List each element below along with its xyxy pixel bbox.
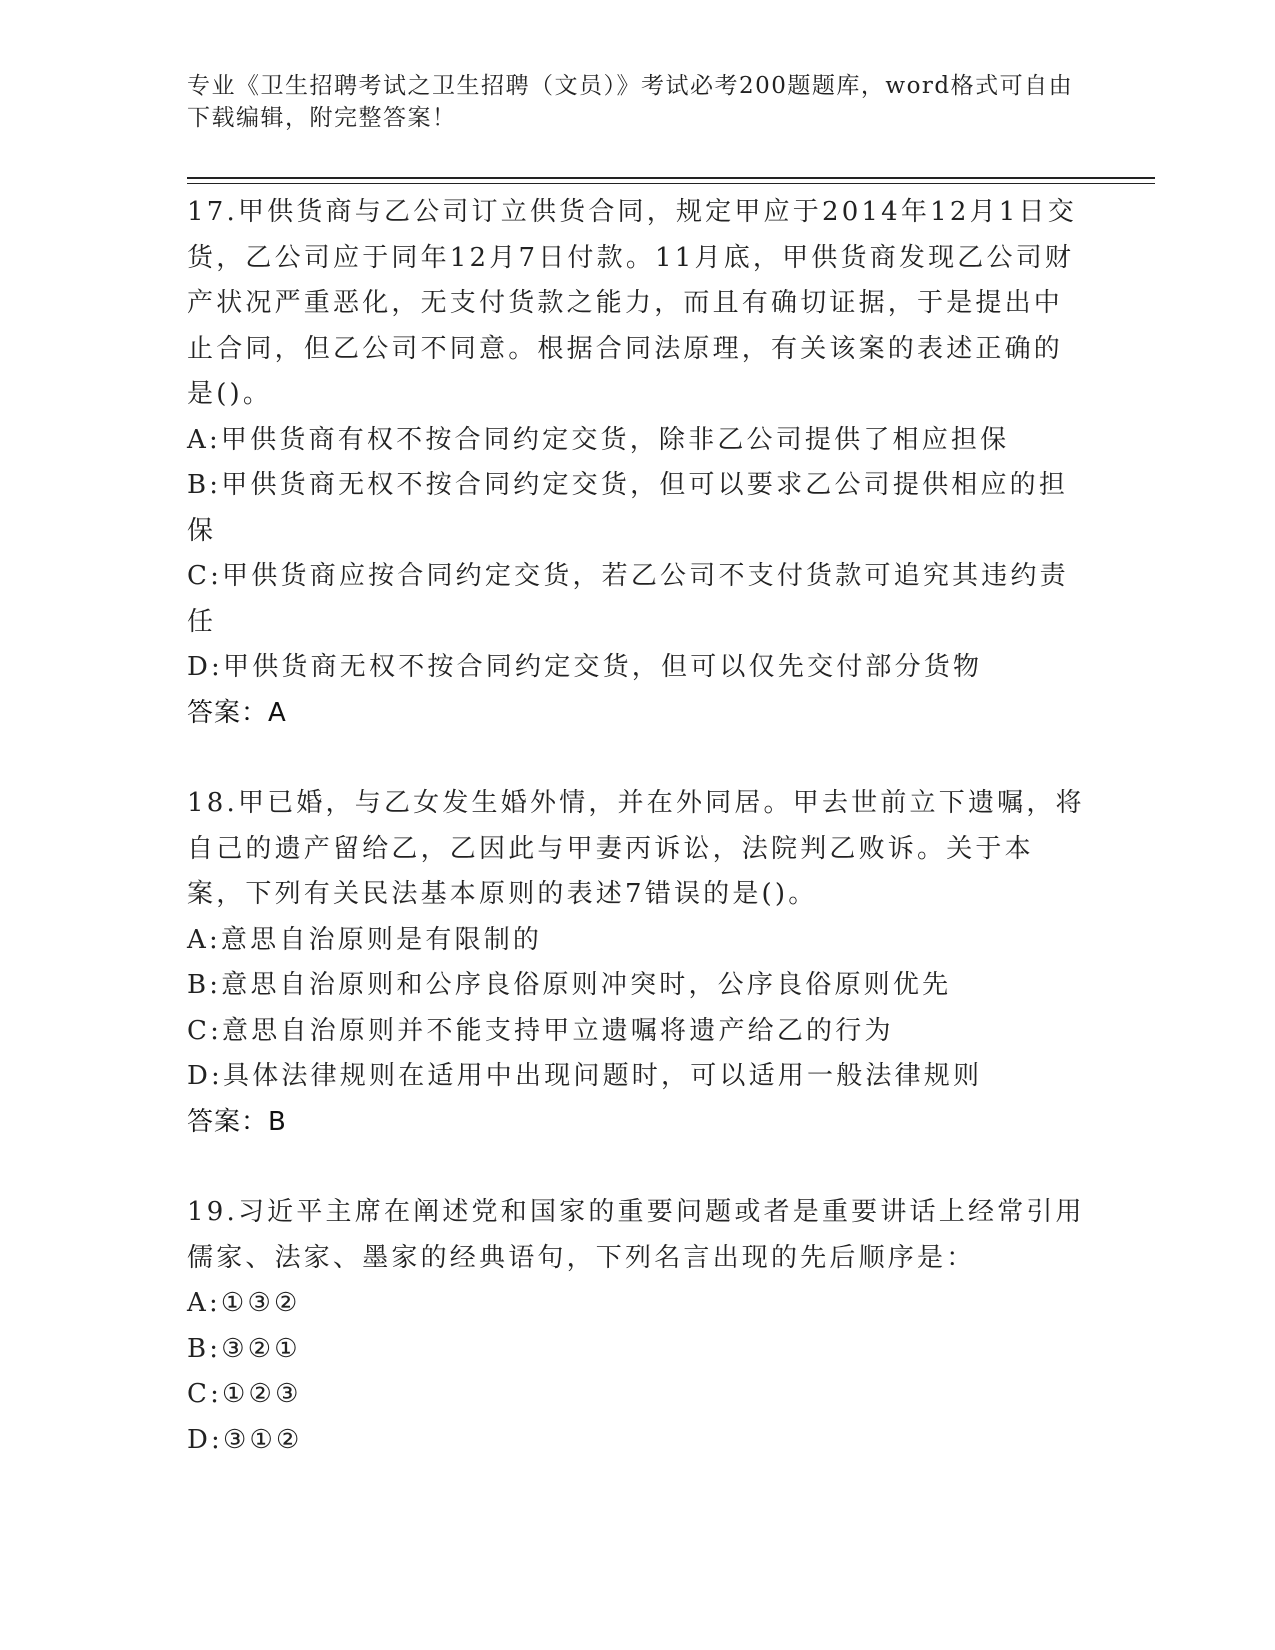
header-rule-thick bbox=[187, 177, 1155, 179]
question-text: 17.甲供货商与乙公司订立供货合同，规定甲应于2014年12月1日交货，乙公司应于同年12月7日付款。11月底，甲供货商发现乙公司财产状况严重恶化，无支付货款之能力，而且有确切证据，于是提出中止合同，但乙公司不同意。根据合同法原理，有关该案的表述正确的是()。 bbox=[187, 197, 1077, 409]
option-b: B:③②① bbox=[187, 1333, 301, 1364]
option-b: B:甲供货商无权不按合同约定交货，但可以要求乙公司提供相应的担保 bbox=[187, 470, 1069, 546]
answer-line: 答案：A bbox=[187, 697, 287, 728]
option-c: C:甲供货商应按合同约定交货，若乙公司不支付货款可追究其违约责任 bbox=[187, 561, 1069, 637]
question-17 bbox=[187, 190, 1087, 736]
question-text: 19.习近平主席在阐述党和国家的重要问题或者是重要讲话上经常引用儒家、法家、墨家的经典语句，下列名言出现的先后顺序是： bbox=[187, 1197, 1085, 1273]
question-18 bbox=[187, 781, 1087, 1145]
question-text: 18.甲已婚，与乙女发生婚外情，并在外同居。甲去世前立下遗嘱，将自己的遗产留给乙，乙因此与甲妻丙诉讼，法院判乙败诉。关于本案，下列有关民法基本原则的表述7错误的是()。 bbox=[187, 788, 1085, 909]
header-rule-thin bbox=[187, 183, 1155, 184]
option-d: D:甲供货商无权不按合同约定交货，但可以仅先交付部分货物 bbox=[187, 652, 983, 682]
option-b: B:意思自治原则和公序良俗原则冲突时，公序良俗原则优先 bbox=[187, 970, 952, 1000]
option-a: A:①③② bbox=[187, 1288, 301, 1318]
option-a: A:甲供货商有权不按合同约定交货，除非乙公司提供了相应担保 bbox=[187, 424, 1010, 455]
option-d: D:具体法律规则在适用中出现问题时，可以适用一般法律规则 bbox=[187, 1061, 983, 1091]
question-19 bbox=[187, 1190, 1087, 1463]
option-d: D:③①② bbox=[187, 1424, 303, 1455]
answer-line: 答案：B bbox=[187, 1106, 287, 1137]
option-c: C:意思自治原则并不能支持甲立遗嘱将遗产给乙的行为 bbox=[187, 1015, 894, 1046]
document-header: 专业《卫生招聘考试之卫生招聘（文员）》考试必考200题题库，word格式可自由下载编辑，附完整答案！ bbox=[187, 73, 1074, 131]
option-c: C:①②③ bbox=[187, 1379, 302, 1409]
question-list bbox=[187, 190, 1087, 1463]
option-a: A:意思自治原则是有限制的 bbox=[187, 924, 543, 955]
